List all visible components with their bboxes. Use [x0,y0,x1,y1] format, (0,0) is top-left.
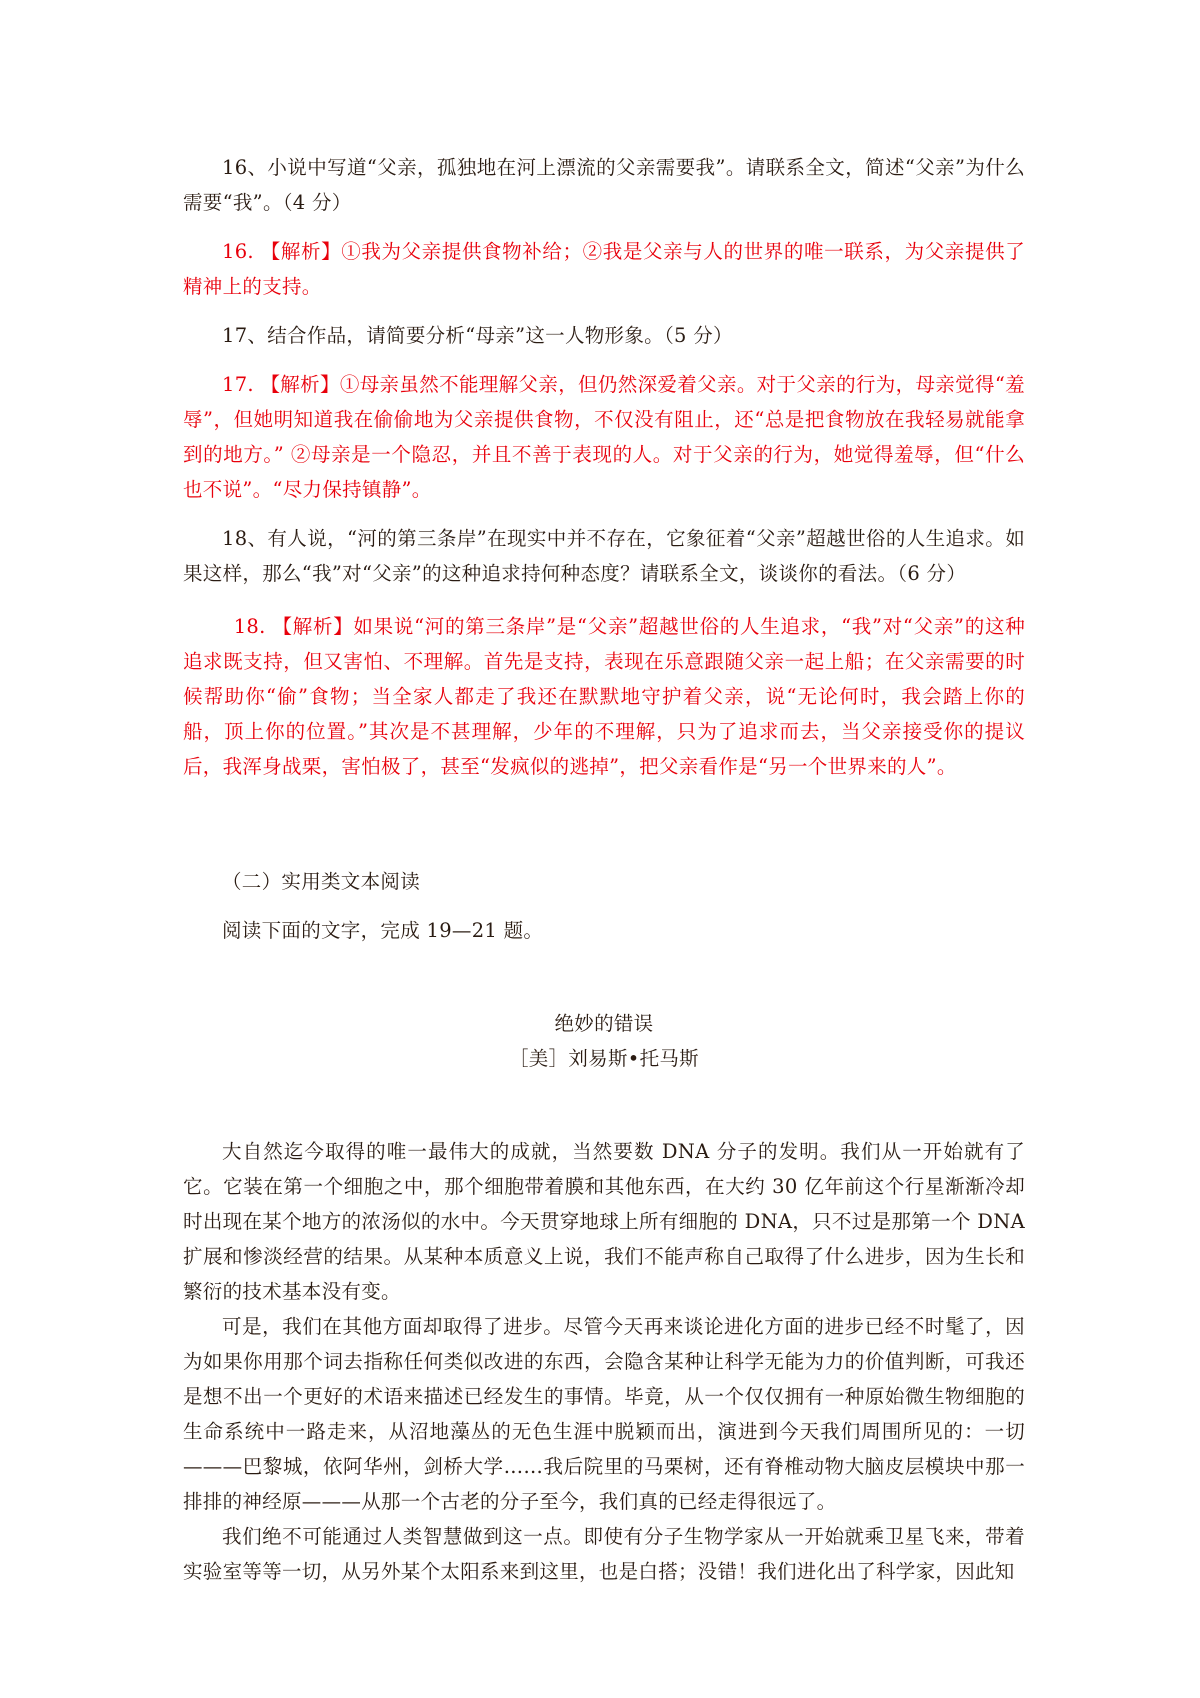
answer-17: 17. 【解析】①母亲虽然不能理解父亲，但仍然深爱着父亲。对于父亲的行为，母亲觉得“羞辱”，但她明知道我在偷偷地为父亲提供食物，不仅没有阻止，还“总是把食物放在我轻易就能拿到的地方。” ②母亲是一个隐忍，并且不善于表现的人。对于父亲的行为，她觉得羞辱，但“什么也不说”。“尽力保持镇静”。 [183,373,1025,501]
article-title: 绝妙的错误 [554,1012,654,1035]
question-17: 17、结合作品，请简要分析“母亲”这一人物形象。（5 分） [222,324,733,347]
document-page [183,150,1025,1589]
article-paragraph: 可是，我们在其他方面却取得了进步。尽管今天再来谈论进化方面的进步已经不时髦了，因为如果你用那个词去指称任何类似改进的东西，会隐含某种让科学无能为力的价值判断，可我还是想不出一个更好的术语来描述已经发生的事情。毕竟，从一个仅仅拥有一种原始微生物细胞的生命系统中一路走来，从沼地藻丛的无色生涯中脱颖而出，演进到今天我们周围所见的：一切———巴黎城，依阿华州，剑桥大学……我后院里的马栗树，还有脊椎动物大脑皮层模块中那一排排的神经原———从那一个古老的分子至今，我们真的已经走得很远了。 [183,1315,1025,1513]
article-body [183,1134,1025,1589]
article-author: ［美］刘易斯•托马斯 [508,1047,699,1070]
section-title: （二）实用类文本阅读 [222,870,421,893]
answer-18: 18. 【解析】如果说“河的第三条岸”是“父亲”超越世俗的人生追求，“我”对“父亲”的这种追求既支持，但又害怕、不理解。首先是支持，表现在乐意跟随父亲一起上船；在父亲需要的时候帮助你“偷”食物；当全家人都走了我还在默默地守护着父亲，说“无论何时，我会踏上你的船，顶上你的位置。”其次是不甚理解，少年的不理解，只为了追求而去，当父亲接受你的提议后，我浑身战栗，害怕极了，甚至“发疯似的逃掉”，把父亲看作是“另一个世界来的人”。 [183,615,1025,778]
article-paragraph: 我们绝不可能通过人类智慧做到这一点。即使有分子生物学家从一开始就乘卫星飞来，带着实验室等等一切，从另外某个太阳系来到这里，也是白搭；没错！我们进化出了科学家，因此知 [183,1525,1025,1583]
section-instruction: 阅读下面的文字，完成 19—21 题。 [222,919,544,942]
article-paragraph: 大自然迄今取得的唯一最伟大的成就，当然要数 DNA 分子的发明。我们从一开始就有了它。它装在第一个细胞之中，那个细胞带着膜和其他东西，在大约 30 亿年前这个行星渐渐冷却时出现在某个地方的浓汤似的水中。今天贯穿地球上所有细胞的 DNA，只不过是那第一个 DNA 扩展和惨淡经营的结果。从某种本质意义上说，我们不能声称自己取得了什么进步，因为生长和繁衍的技术基本没有变。 [183,1140,1025,1303]
answer-16: 16. 【解析】①我为父亲提供食物补给；②我是父亲与人的世界的唯一联系，为父亲提供了精神上的支持。 [183,240,1025,298]
question-16: 16、小说中写道“父亲，孤独地在河上漂流的父亲需要我”。请联系全文，简述“父亲”为什么需要“我”。（4 分） [183,156,1025,214]
question-18: 18、有人说，“河的第三条岸”在现实中并不存在，它象征着“父亲”超越世俗的人生追求。如果这样，那么“我”对“父亲”的这种追求持何种态度？请联系全文，谈谈你的看法。（6 分） [183,527,1025,585]
